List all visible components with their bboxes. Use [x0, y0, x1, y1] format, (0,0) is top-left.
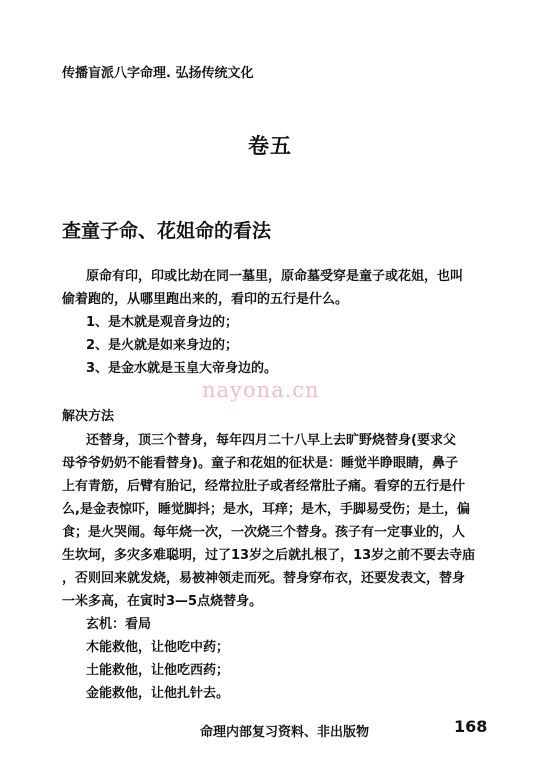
intro-line-1: 原命有印，印或比劫在同一墓里，原命墓受穿是童子或花姐，也叫	[86, 269, 464, 284]
page-number: 168	[454, 717, 488, 736]
xuanji-line-2: 木能救他，让他吃中药；	[86, 640, 230, 655]
footer-note: 命理内部复习资料、非出版物	[200, 725, 370, 740]
section-title: 查童子命、花姐命的看法	[62, 220, 272, 242]
list-item-2: 2、是火就是如来身边的；	[86, 338, 239, 353]
solution-line-8: 一米多高，在寅时3—5点烧替身。	[62, 594, 263, 609]
xuanji-line-4: 金能救他，让他扎针去。	[86, 686, 230, 701]
solution-line-2: 母爷爷奶奶不能看替身)。童子和花姐的征状是：睡觉半睁眼睛，鼻子	[62, 456, 458, 471]
header-note: 传播盲派八字命理. 弘扬传统文化	[62, 66, 254, 81]
list-item-1: 1、是木就是观音身边的；	[86, 315, 239, 330]
watermark: nayona.cn	[202, 378, 320, 402]
solution-line-6: 生坎坷，多灾多难聪明，过了13岁之后就扎根了，13岁之前不要去寺庙	[62, 548, 476, 563]
solution-line-1: 还替身，顶三个替身，每年四月二十八早上去旷野烧替身(要求父	[86, 433, 456, 448]
solution-line-7: ，否则回来就发烧，易被神领走而死。替身穿布衣，还要发表文，替身	[62, 571, 466, 586]
intro-line-2: 偷着跑的，从哪里跑出来的，看印的五行是什么。	[62, 292, 349, 307]
list-item-3: 3、是金水就是玉皇大帝身边的。	[86, 361, 278, 376]
xuanji-line-3: 土能救他，让他吃西药；	[86, 663, 230, 678]
solution-line-5: 食；是火哭闹。每年烧一次，一次烧三个替身。孩子有一定事业的，人	[62, 525, 466, 540]
chapter-title: 卷五	[248, 134, 292, 158]
solution-heading: 解决方法	[62, 409, 115, 424]
xuanji-line-1: 玄机：看局	[86, 617, 152, 632]
solution-line-3: 上有青筋，后臂有胎记，经常拉肚子或者经常肚子痛。看穿的五行是什	[62, 479, 466, 494]
solution-line-4: 么,是金表惊吓，睡觉脚抖；是水，耳痒；是木，手脚易受伤；是土，偏	[62, 502, 470, 517]
